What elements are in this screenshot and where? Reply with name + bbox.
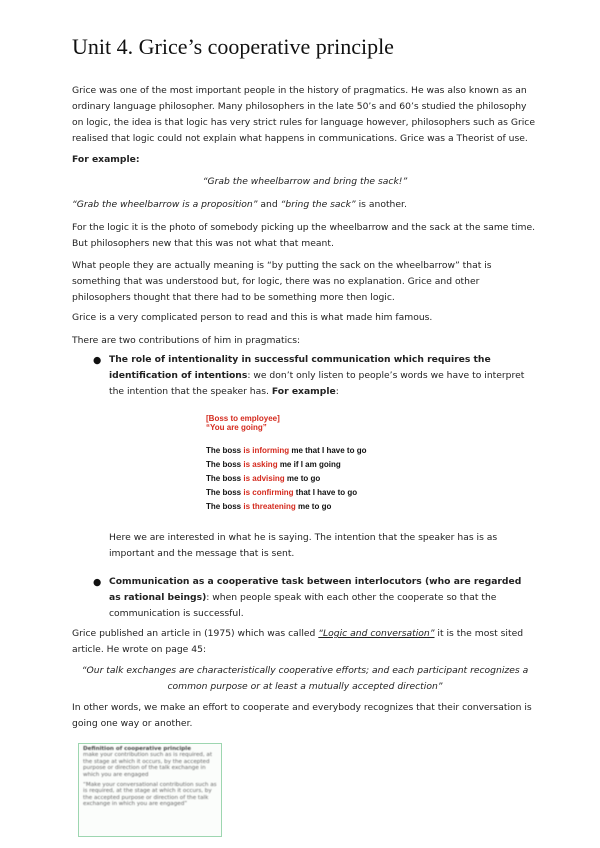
intention-paragraph: Here we are interested in what he is saying. The intention that the speaker has is as important and the message that is sent.: [109, 532, 498, 559]
slide-thumbnail: [78, 743, 222, 837]
page-title: Unit 4. Grice’s cooperative principle: [72, 34, 394, 59]
contributions-paragraph: There are two contributions of him in pragmatics:: [72, 335, 301, 346]
article-title: “Logic and conversation”: [318, 628, 435, 639]
example-row-post: me if I am going: [277, 460, 341, 469]
published-post: it is the most sited article. He wrote on page 45:: [72, 628, 524, 655]
example-row-verb: is informing: [243, 446, 290, 455]
bullet1-bold: The role of intentionality in successful communication which requires the identification of intentions: [109, 354, 491, 381]
bullet-item-2: [109, 574, 535, 622]
example-row: [206, 474, 320, 484]
slide-body-2: “Make your conversational contribution such as is required, at the stage at which it occurs, by the accepted purpose or direction of the talk exchange in which you are engaged”: [83, 782, 217, 808]
example-row: [206, 488, 357, 498]
quote-cooperative: “Our talk exchanges are characteristically cooperative efforts; and each participant recognizes a common purpose or at least a mutually accepted direction”: [81, 665, 529, 692]
other-words-paragraph: In other words, we make an effort to cooperate and everybody recognizes that their conversation is going one way or another.: [72, 702, 532, 729]
bullet-item-1: [109, 352, 535, 400]
bullet2-bold: Communication as a cooperative task between interlocutors (who are regarded as rational beings): [109, 576, 522, 603]
published-paragraph: [72, 626, 538, 658]
complicated-paragraph: Grice is a very complicated person to read and this is what made him famous.: [72, 312, 433, 323]
example-row: [206, 460, 341, 470]
example-row-post: me to go: [295, 502, 332, 511]
bullet2-rest: : when people speak with each other the cooperate so that the communication is successful.: [109, 592, 497, 619]
proposition-and: and: [257, 199, 281, 210]
example-row-post: me that I have to go: [289, 446, 367, 455]
proposition-tail: is another.: [355, 199, 407, 210]
example-row-pre: The boss: [206, 460, 244, 469]
for-example-text: For example:: [72, 154, 140, 165]
logic-paragraph: For the logic it is the photo of somebody picking up the wheelbarrow and the sack at the same time. But philosophers new that this was not what that meant.: [72, 222, 536, 249]
example-row-pre: The boss: [206, 488, 244, 497]
for-example-label: [72, 152, 538, 168]
proposition-line: [72, 197, 538, 213]
example-row-pre: The boss: [206, 474, 244, 483]
example-row-post: that I have to go: [293, 488, 358, 497]
example-row-verb: is confirming: [243, 488, 294, 497]
slide-thumbnail-text: [83, 746, 217, 808]
example-row-verb: is threatening: [243, 502, 296, 511]
example-row: [206, 502, 331, 512]
meaning-paragraph: What people they are actually meaning is “by putting the sack on the wheelbarrow” that is something that was understood but, for logic, there was no explanation. Grice and other philosophers thought that there had to be something more then logic.: [72, 260, 492, 303]
proposition-part1: “Grab the wheelbarrow is a proposition”: [72, 199, 258, 210]
example-row-pre: The boss: [206, 446, 244, 455]
quote-wheelbarrow: “Grab the wheelbarrow and bring the sack!”: [202, 176, 408, 187]
proposition-part2: “bring the sack”: [280, 199, 356, 210]
bullet1-bold2: For example: [271, 386, 336, 397]
bullet-marker-2: ●: [93, 577, 102, 588]
slide-body-1: make your contribution such as is required, at the stage at which it occurs, by the accepted purpose or direction of the talk exchange in which you are engaged: [83, 752, 213, 778]
example-row-post: me to go: [284, 474, 321, 483]
example-row-verb: is asking: [243, 460, 278, 469]
example-header-1: [Boss to employee]: [206, 414, 280, 423]
example-row-pre: The boss: [206, 502, 244, 511]
bullet1-rest: : we don’t only listen to people’s words we have to interpret the intention that the speaker has.: [109, 370, 525, 397]
bullet-marker-1: ●: [93, 355, 102, 366]
bullet1-end: :: [335, 386, 339, 397]
intro-paragraph: Grice was one of the most important people in the history of pragmatics. He was also known as an ordinary language philosopher. Many philosophers in the late 50’s and 60’s studied the philosophy on logic, the idea is that logic has very strict rules for language however, philosophers such as Grice realised that logic could not explain what happens in communications. Grice was a Theorist of use.: [72, 85, 535, 144]
published-pre: Grice published an article in (1975) which was called: [72, 628, 319, 639]
example-row: [206, 446, 366, 456]
example-header-2: “You are going”: [206, 423, 267, 432]
example-row-verb: is advising: [243, 474, 285, 483]
slide-heading: Definition of cooperative principle: [83, 746, 191, 752]
